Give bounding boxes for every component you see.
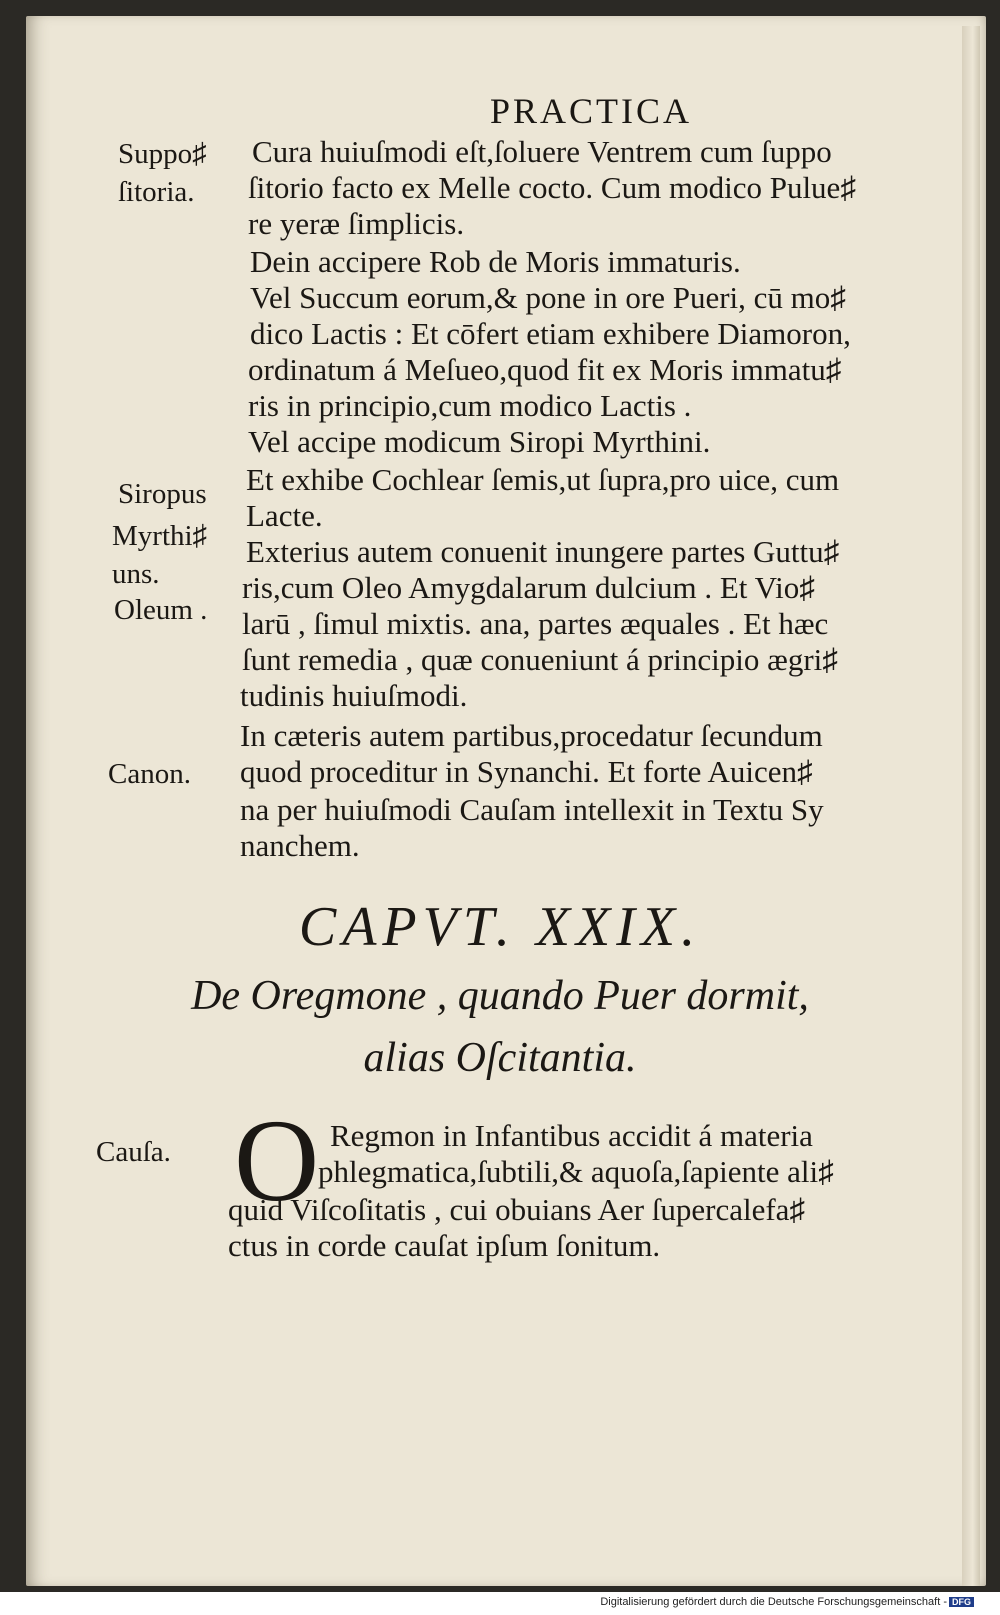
body-line: Vel accipe modicum Siropi Myrthini. bbox=[248, 424, 711, 459]
margin-note-siropus-1: Siropus bbox=[118, 478, 207, 510]
body-line: ris,cum Oleo Amygdalarum dulcium . Et Vio♯ bbox=[242, 570, 815, 605]
digitization-credit bbox=[600, 1596, 974, 1608]
dfg-logo: DFG bbox=[949, 1597, 974, 1607]
body-line: re yeræ ſimplicis. bbox=[248, 206, 465, 241]
body-line: Vel Succum eorum,& pone in ore Pueri, cū mo♯ bbox=[250, 280, 846, 315]
margin-note-suppositoria-2: ſitoria. bbox=[118, 176, 195, 208]
body-line: ſitorio facto ex Melle cocto. Cum modico Pulue♯ bbox=[248, 170, 856, 205]
body-line: na per huiuſmodi Cauſam intellexit in Textu Sy bbox=[240, 792, 824, 827]
digitization-credit-text: Digitalisierung gefördert durch die Deutsche Forschungsgemeinschaft - bbox=[600, 1596, 947, 1608]
body-line: larū , ſimul mixtis. ana, partes æquales . Et hæc bbox=[242, 606, 829, 641]
body-line: Cura huiuſmodi eſt,ſoluere Ventrem cum ſuppo bbox=[252, 134, 832, 169]
chapter-subtitle-line-2: alias Oſcitantia. bbox=[363, 1035, 637, 1081]
page-edge bbox=[962, 26, 980, 1586]
body-line: Exterius autem conuenit inungere partes Guttu♯ bbox=[246, 534, 840, 569]
body-line: Regmon in Infantibus accidit á materia bbox=[330, 1118, 813, 1153]
body-line: dico Lactis : Et cōfert etiam exhibere Diamoron, bbox=[250, 316, 851, 351]
chapter-subtitle-line-1: De Oregmone , quando Puer dormit, bbox=[191, 973, 809, 1019]
body-line: Et exhibe Cochlear ſemis,ut ſupra,pro uice, cum bbox=[246, 462, 840, 497]
margin-note-canon: Canon. bbox=[108, 758, 191, 790]
body-line: ordinatum á Meſueo,quod fit ex Moris immatu♯ bbox=[248, 352, 842, 387]
chapter-title: CAPVT. XXIX. bbox=[298, 896, 702, 958]
body-line: Lacte. bbox=[246, 498, 323, 533]
margin-note-siropus-3: uns. bbox=[112, 558, 160, 590]
margin-note-oleum: Oleum . bbox=[114, 594, 208, 626]
body-line: ris in principio,cum modico Lactis . bbox=[248, 388, 692, 423]
body-line: quid Viſcoſitatis , cui obuians Aer ſupercalefa♯ bbox=[228, 1192, 805, 1227]
body-line: ctus in corde cauſat ipſum ſonitum. bbox=[228, 1228, 661, 1263]
body-line: In cæteris autem partibus,procedatur ſecundum bbox=[240, 718, 823, 753]
margin-note-causa: Cauſa. bbox=[96, 1136, 171, 1168]
body-line: tudinis huiuſmodi. bbox=[240, 678, 468, 713]
body-line: phlegmatica,ſubtili,& aquoſa,ſapiente ali♯ bbox=[318, 1154, 834, 1189]
body-line: nanchem. bbox=[240, 828, 360, 863]
body-line: Dein accipere Rob de Moris immaturis. bbox=[250, 244, 741, 279]
body-line: quod proceditur in Synanchi. Et forte Auicen♯ bbox=[240, 754, 813, 789]
margin-note-suppositoria-1: Suppo♯ bbox=[118, 138, 207, 170]
drop-cap: O bbox=[234, 1095, 320, 1226]
body-line: ſunt remedia , quæ conueniunt á principio ægri♯ bbox=[242, 642, 838, 677]
running-head: PRACTICA bbox=[490, 91, 693, 131]
margin-note-siropus-2: Myrthi♯ bbox=[112, 520, 208, 552]
